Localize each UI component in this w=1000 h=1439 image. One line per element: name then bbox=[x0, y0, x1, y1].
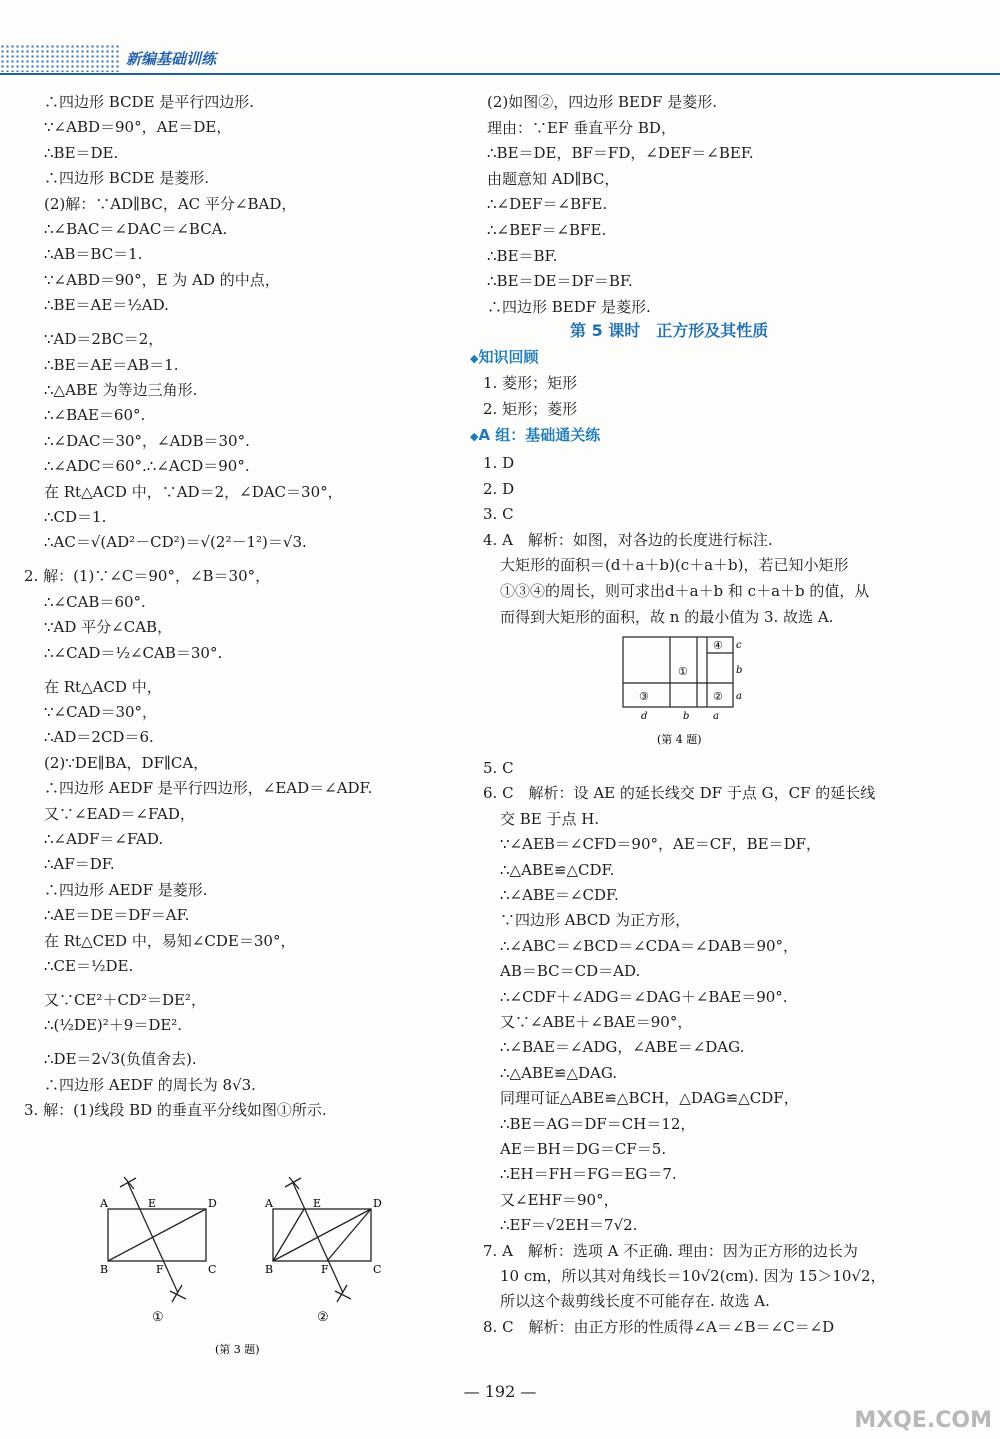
text-line: 大矩形的面积＝(d＋a＋b)(c＋a＋b)，若已知小矩形 bbox=[500, 556, 849, 575]
fig3-label: A bbox=[265, 1197, 273, 1210]
text-line: AB＝BC＝CD＝AD. bbox=[500, 962, 641, 981]
text-line: ∴∠CAD＝½∠CAB＝30°. bbox=[44, 643, 223, 662]
fig4-side-label: c bbox=[736, 640, 742, 651]
text-line: ∵∠ABD＝90°，AE＝DE， bbox=[44, 118, 232, 137]
text-line: ∴BE＝DE. bbox=[44, 143, 119, 162]
text-line: (2)如图②，四边形 BEDF 是菱形. bbox=[487, 93, 717, 111]
lesson-title: 第 5 课时 正方形及其性质 bbox=[570, 321, 769, 340]
text-line: ∴∠ADF＝∠FAD. bbox=[44, 830, 164, 848]
text-line: ∴CD＝1. bbox=[44, 508, 107, 526]
text-line: ∴∠DAC＝30°，∠ADB＝30°. bbox=[44, 431, 250, 450]
text-line: ∴四边形 BCDE 是平行四边形. bbox=[44, 93, 255, 111]
section-heading bbox=[470, 425, 600, 447]
text-line: 在 Rt△ACD 中，∵AD＝2，∠DAC＝30°， bbox=[44, 482, 343, 501]
text-line: 7. A 解析：选项 A 不正确. 理由：因为正方形的边长为 bbox=[483, 1241, 858, 1260]
fig3-label: B bbox=[265, 1263, 274, 1276]
text-line: ∴AE＝DE＝DF＝AF. bbox=[44, 906, 190, 925]
text-line: ∴△ABE≌△CDF. bbox=[500, 860, 615, 879]
text-line: ∴∠BAE＝∠ADG，∠ABE＝∠DAG. bbox=[500, 1038, 745, 1057]
fig4-cell: ① bbox=[678, 665, 688, 678]
fig3-label: C bbox=[373, 1263, 382, 1276]
header-rule bbox=[0, 73, 1000, 75]
section-heading bbox=[470, 347, 538, 369]
text-line: ∵四边形 ABCD 为正方形， bbox=[500, 911, 691, 930]
text-line: ∴∠DEF＝∠BFE. bbox=[487, 195, 608, 214]
text-line: ∴BE＝AE＝AB＝1. bbox=[44, 355, 179, 374]
fig4-bottom-label: d bbox=[641, 711, 648, 722]
text-line: ∴四边形 BEDF 是菱形. bbox=[487, 297, 651, 316]
fig3-label: E bbox=[148, 1197, 157, 1210]
fig4-bottom-label: b bbox=[683, 711, 690, 722]
fig4-side-label: a bbox=[736, 691, 742, 702]
text-line: ∴BE＝BF. bbox=[487, 246, 558, 265]
text-line: 6. C 解析：设 AE 的延长线交 DF 于点 G，CF 的延长线 bbox=[483, 784, 876, 803]
text-line: ∴∠BEF＝∠BFE. bbox=[487, 221, 607, 239]
fig4-side-label: b bbox=[736, 665, 743, 676]
text-line: 理由：∵EF 垂直平分 BD， bbox=[487, 118, 676, 137]
watermark: MXQE.COM bbox=[854, 1408, 992, 1433]
fig4-cell: ③ bbox=[639, 690, 649, 703]
text-line: 而得到大矩形的面积，故 n 的最小值为 3. 故选 A. bbox=[500, 607, 834, 626]
text-line: ∴∠BAC＝∠DAC＝∠BCA. bbox=[44, 220, 228, 238]
text-line: AE＝BH＝DG＝CF＝5. bbox=[500, 1140, 667, 1158]
diamond-icon: ◆ bbox=[470, 352, 479, 365]
figure-3-diagram-2 bbox=[273, 1177, 371, 1302]
fig3-label: A bbox=[100, 1197, 108, 1210]
text-line: ∴∠CAB＝60°. bbox=[44, 592, 146, 611]
fig3-label: E bbox=[313, 1197, 322, 1210]
text-line: 10 cm，所以其对角线长＝10√2(cm). 因为 15＞10√2， bbox=[500, 1267, 886, 1285]
text-line: 又∠EHF＝90°， bbox=[500, 1190, 619, 1209]
text-line: ∴△ABE 为等边三角形. bbox=[44, 381, 198, 399]
text-line: ∴∠BAE＝60°. bbox=[44, 406, 146, 425]
text-line: ∴四边形 AEDF 是平行四边形，∠EAD＝∠ADF. bbox=[44, 779, 373, 798]
figure-4 bbox=[615, 633, 765, 748]
text-line: 在 Rt△ACD 中， bbox=[44, 677, 162, 696]
text-line: ∴四边形 AEDF 是菱形. bbox=[44, 880, 208, 899]
fig4-cell: ② bbox=[713, 690, 723, 703]
text-line: 4. A 解析：如图，对各边的长度进行标注. bbox=[483, 530, 773, 549]
text-line: 在 Rt△CED 中，易知∠CDE＝30°， bbox=[44, 931, 296, 950]
text-line: ①③④的周长，则可求出d＋a＋b 和 c＋a＋b 的值，从 bbox=[500, 582, 870, 600]
fig4-caption: (第 4 题) bbox=[657, 733, 702, 746]
text-line: ∴AF＝DF. bbox=[44, 855, 115, 874]
text-line: ∴四边形 BCDE 是菱形. bbox=[44, 169, 210, 188]
fig3-label: D bbox=[208, 1197, 217, 1210]
text-line: ∴CE＝½DE. bbox=[44, 957, 134, 975]
text-line: ∴AB＝BC＝1. bbox=[44, 245, 143, 264]
text-line: ∴BE＝DE＝DF＝BF. bbox=[487, 272, 633, 291]
fig3-caption: (第 3 题) bbox=[215, 1343, 260, 1356]
text-line: ∵∠AEB＝∠CFD＝90°，AE＝CF，BE＝DF， bbox=[500, 835, 822, 854]
text-line: ∴AC＝√(AD²－CD²)＝√(2²－1²)＝√3. bbox=[44, 533, 307, 552]
text-line: ∴四边形 AEDF 的周长为 8√3. bbox=[44, 1075, 256, 1094]
text-line: 2. D bbox=[483, 479, 515, 498]
text-line: 1. 菱形；矩形 bbox=[483, 374, 578, 392]
text-line: (2)∵DE∥BA，DF∥CA， bbox=[44, 753, 209, 772]
text-line: 又∵∠ABE＋∠BAE＝90°， bbox=[500, 1013, 693, 1031]
text-line: (2)解：∵AD∥BC，AC 平分∠BAD， bbox=[44, 194, 297, 213]
fig4-cell: ④ bbox=[713, 639, 723, 652]
text-line: ∴BE＝AE＝½AD. bbox=[44, 296, 169, 315]
text-line: ∴EF＝√2EH＝7√2. bbox=[500, 1216, 638, 1235]
fig3-label: C bbox=[208, 1263, 217, 1276]
text-line: ∴∠ADC＝60°.∴∠ACD＝90°. bbox=[44, 457, 250, 476]
text-line: ∴(½DE)²＋9＝DE². bbox=[44, 1016, 183, 1035]
text-line: 由题意知 AD∥BC， bbox=[487, 169, 620, 188]
text-line: ∴DE＝2√3(负值舍去). bbox=[44, 1050, 197, 1069]
text-line: 同理可证△ABE≌△BCH，△DAG≌△CDF， bbox=[500, 1089, 799, 1108]
fig4-bottom-label: a bbox=[713, 711, 719, 722]
text-line: ∵∠ABD＝90°，E 为 AD 的中点， bbox=[44, 270, 280, 289]
text-line: 又∵∠EAD＝∠FAD， bbox=[44, 804, 195, 823]
text-line: 5. C bbox=[483, 759, 514, 777]
text-line: ∴EH＝FH＝FG＝EG＝7. bbox=[500, 1165, 677, 1184]
text-line: 2. 解：(1)∵∠C＝90°，∠B＝30°， bbox=[24, 567, 271, 586]
fig3-label: F bbox=[156, 1263, 164, 1276]
text-line: 8. C 解析：由正方形的性质得∠A＝∠B＝∠C＝∠D bbox=[483, 1317, 835, 1336]
text-line: 又∵CE²＋CD²＝DE²， bbox=[44, 991, 206, 1009]
text-line: ∴AD＝2CD＝6. bbox=[44, 728, 154, 747]
text-line: 交 BE 于点 H. bbox=[500, 809, 600, 828]
text-line: ∵∠CAD＝30°， bbox=[44, 703, 158, 721]
text-line: 3. C bbox=[483, 505, 514, 524]
diamond-icon: ◆ bbox=[470, 430, 479, 443]
text-line: 3. 解：(1)线段 BD 的垂直平分线如图①所示. bbox=[24, 1101, 327, 1120]
text-line: ∴∠ABE＝∠CDF. bbox=[500, 886, 619, 904]
fig3-label: F bbox=[321, 1263, 329, 1276]
text-line: ∴BE＝DE，BF＝FD，∠DEF＝∠BEF. bbox=[487, 144, 754, 163]
figure-3-diagram-1 bbox=[108, 1177, 206, 1302]
text-line: 所以这个裁剪线长度不可能存在. 故选 A. bbox=[500, 1292, 770, 1311]
text-line: ∴△ABE≌△DAG. bbox=[500, 1063, 618, 1082]
text-line: 1. D bbox=[483, 454, 515, 472]
text-line: ∴∠CDF＋∠ADG＝∠DAG＋∠BAE＝90°. bbox=[500, 987, 788, 1006]
text-line: ∴∠ABC＝∠BCD＝∠CDA＝∠DAB＝90°， bbox=[500, 936, 799, 955]
text-line: ∵AD 平分∠CAB， bbox=[44, 618, 173, 637]
section-heading-text: 知识回顾 bbox=[478, 348, 539, 366]
figure-3 bbox=[90, 1175, 400, 1360]
text-line: ∵AD＝2BC＝2， bbox=[44, 330, 164, 349]
fig3-label: D bbox=[373, 1197, 382, 1210]
section-heading-text: A 组：基础通关练 bbox=[478, 426, 601, 444]
text-line: 2. 矩形；菱形 bbox=[483, 400, 578, 418]
text-line: ∴BE＝AG＝DF＝CH＝12， bbox=[500, 1114, 696, 1133]
header-dots bbox=[0, 44, 120, 72]
fig3-label: B bbox=[100, 1263, 109, 1276]
page-number: — 192 — bbox=[463, 1382, 537, 1401]
fig3-sub1: ① bbox=[152, 1310, 164, 1325]
fig3-sub2: ② bbox=[317, 1310, 329, 1325]
header-title: 新编基础训练 bbox=[126, 50, 217, 68]
